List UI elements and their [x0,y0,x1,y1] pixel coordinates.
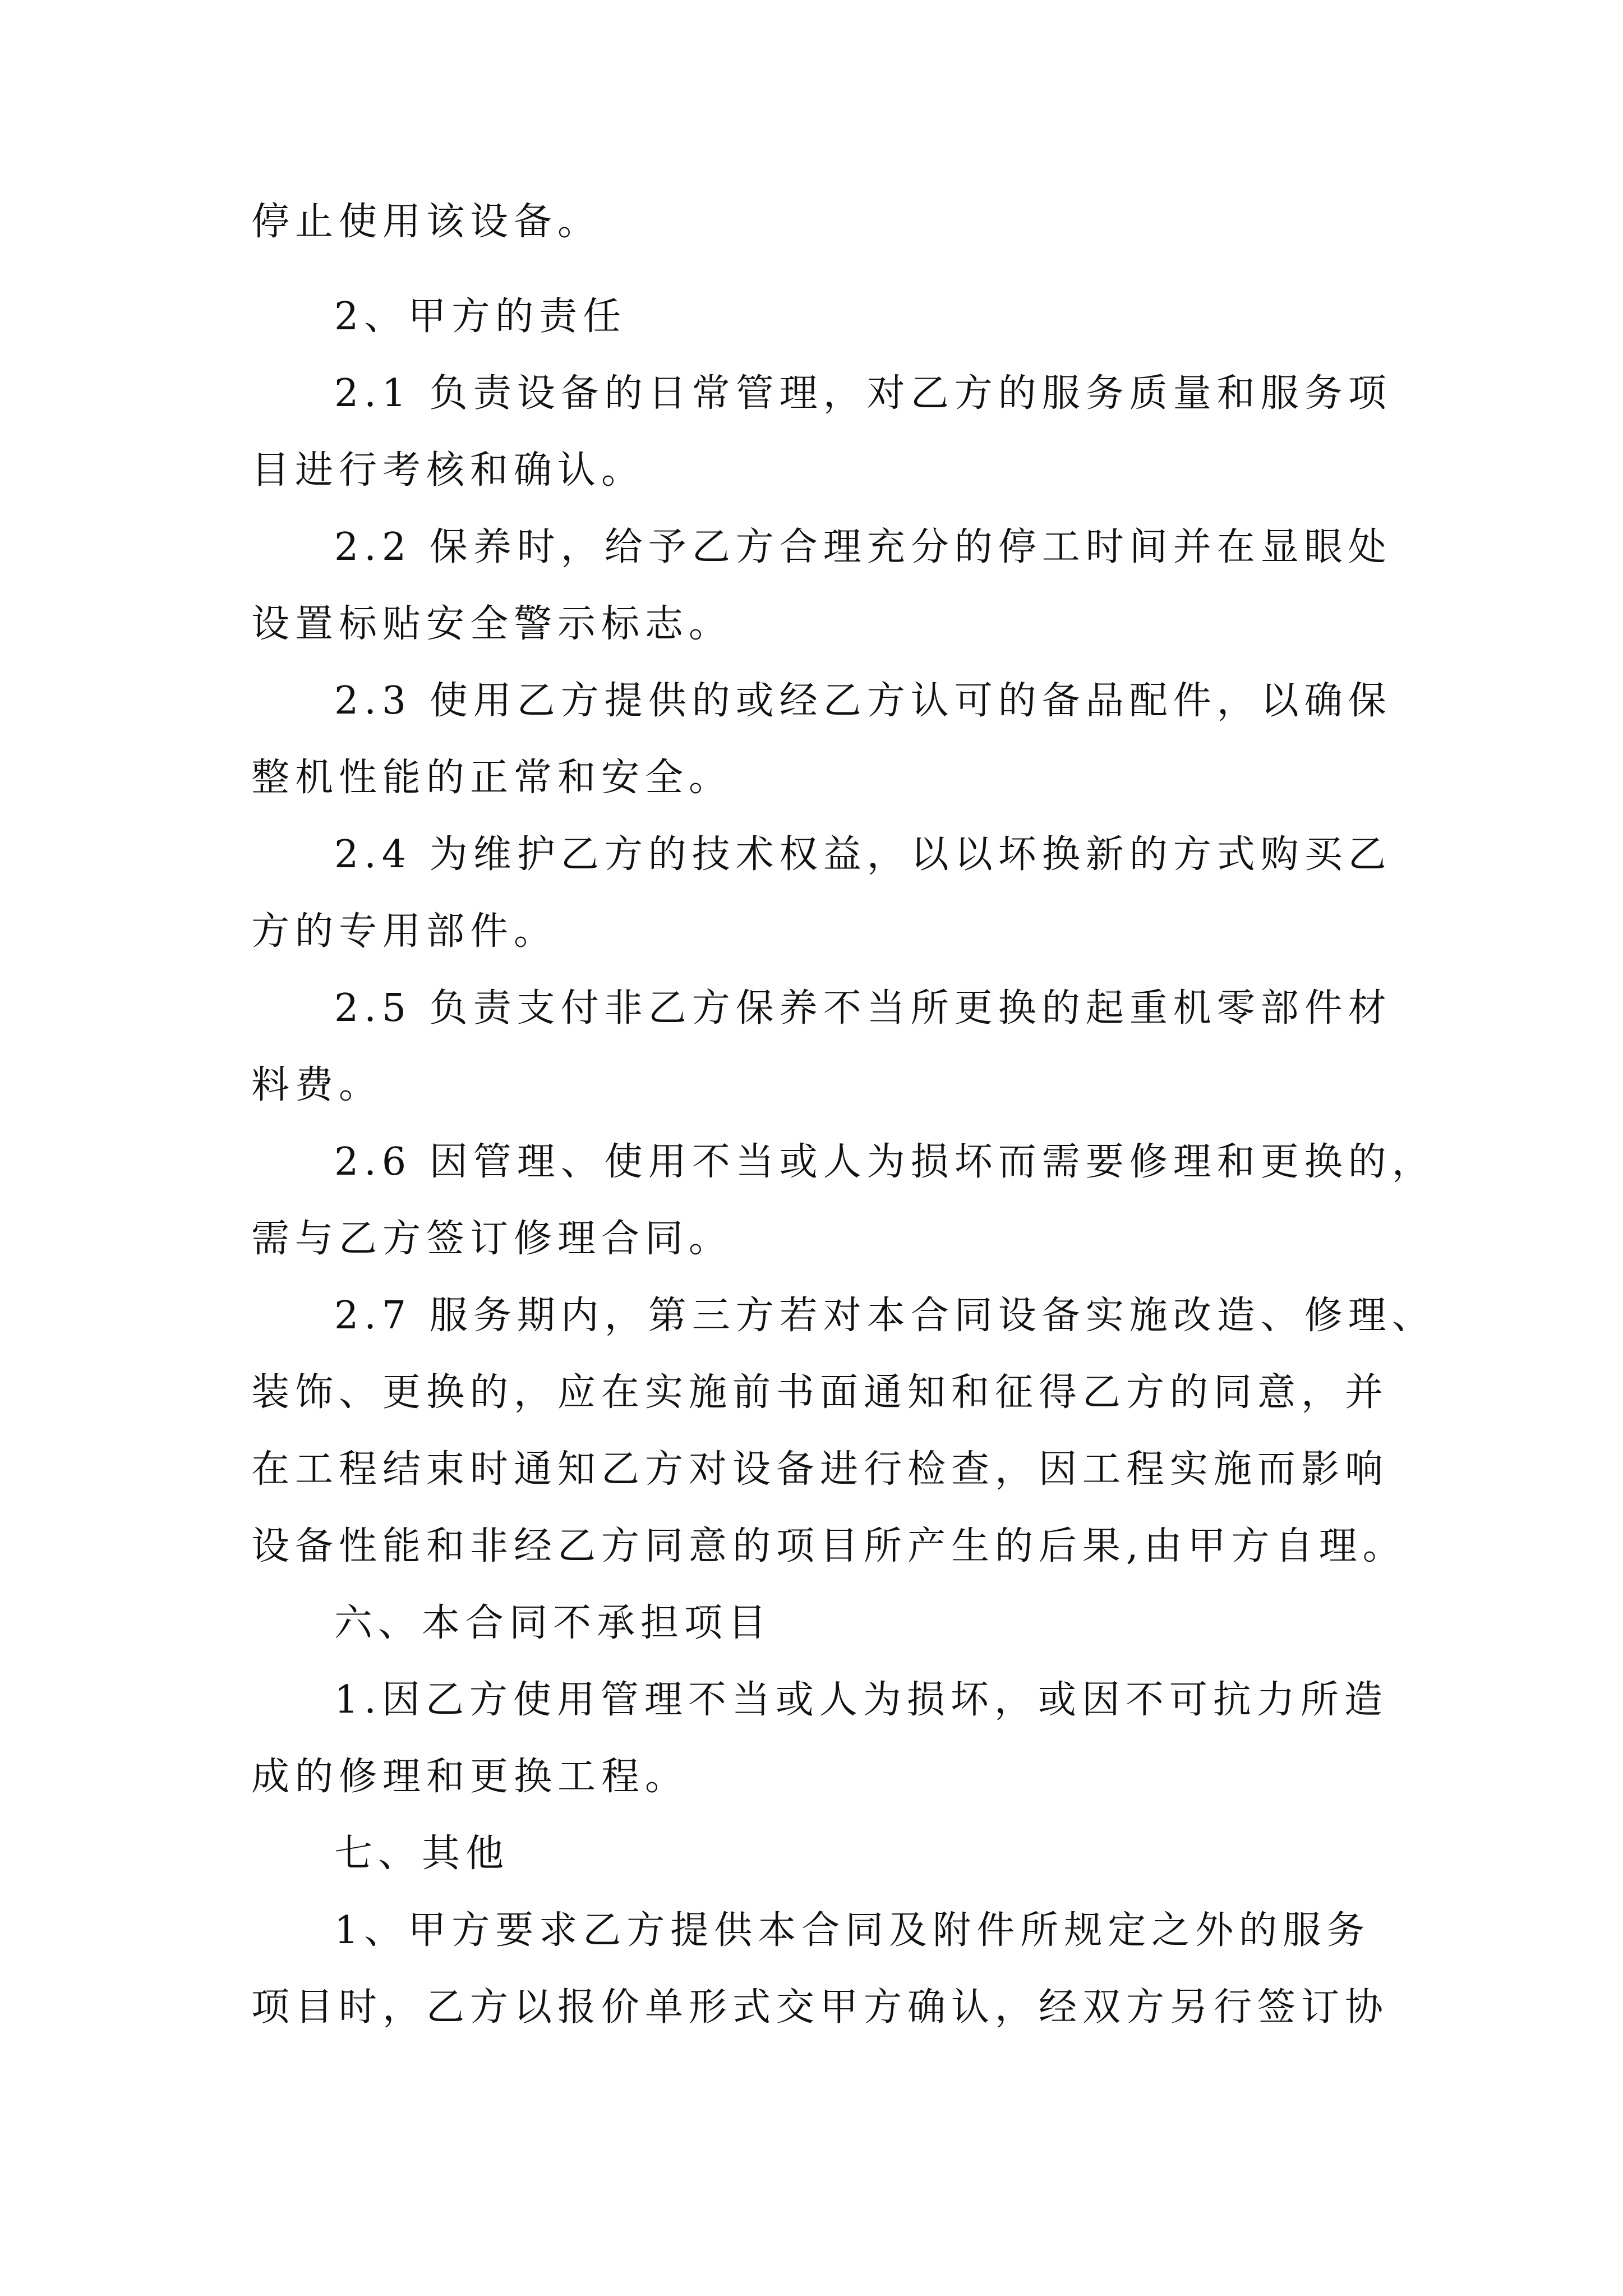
text-line-4: 目进行考核和确认。 [251,448,645,493]
text-line-7: 2.3 使用乙方提供的或经乙方认可的备品配件，以确保 [334,679,1392,723]
text-line-9: 2.4 为维护乙方的技术权益，以以坏换新的方式购买乙 [334,832,1392,877]
text-line-23: 1、甲方要求乙方提供本合同及附件所规定之外的服务 [334,1908,1371,1953]
text-line-16: 装饰、更换的，应在实施前书面通知和征得乙方的同意，并 [251,1370,1389,1415]
text-line-2: 2、甲方的责任 [334,295,627,339]
text-line-18: 设备性能和非经乙方同意的项目所产生的后果,由甲方自理。 [251,1524,1407,1568]
text-line-5: 2.2 保养时，给予乙方合理充分的停工时间并在显眼处 [334,525,1392,569]
text-line-20: 1.因乙方使用管理不当或人为损坏，或因不可抗力所造 [334,1678,1388,1722]
text-line-3: 2.1 负责设备的日常管理，对乙方的服务质量和服务项 [334,371,1392,416]
text-line-15: 2.7 服务期内，第三方若对本合同设备实施改造、修理、 [334,1294,1436,1338]
text-line-11: 2.5 负责支付非乙方保养不当所更换的起重机零部件材 [334,986,1392,1030]
text-line-17: 在工程结束时通知乙方对设备进行检查，因工程实施而影响 [251,1447,1389,1492]
text-line-13: 2.6 因管理、使用不当或人为损坏而需要修理和更换的， [334,1140,1436,1184]
text-line-1: 停止使用该设备。 [251,200,602,244]
text-line-24: 项目时，乙方以报价单形式交甲方确认，经双方另行签订协 [251,1985,1389,2030]
section-heading-6: 六、本合同不承担项目 [334,1601,772,1645]
text-line-12: 料费。 [251,1063,383,1107]
section-heading-7: 七、其他 [334,1832,510,1876]
text-line-21: 成的修理和更换工程。 [251,1755,689,1799]
text-line-6: 设置标贴安全警示标志。 [251,602,733,646]
text-line-14: 需与乙方签订修理合同。 [251,1217,733,1261]
text-line-8: 整机性能的正常和安全。 [251,756,733,800]
text-line-10: 方的专用部件。 [251,909,558,954]
